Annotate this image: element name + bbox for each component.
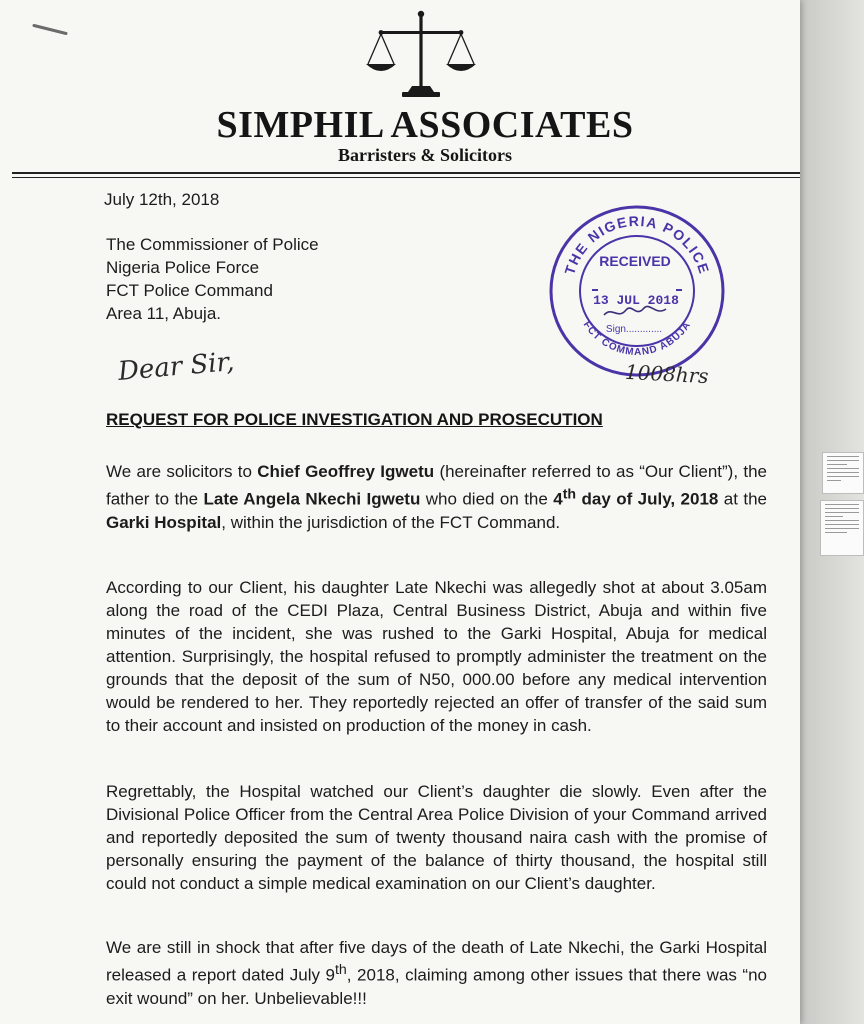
address-line: Area 11, Abuja. — [106, 304, 221, 323]
paragraph-text: (hereinafter referred to as “Our Client”), the father to the — [106, 462, 767, 509]
stamp-bottom-text: FCT COMMAND ABUJA — [580, 319, 694, 358]
scales-of-justice-icon — [360, 8, 480, 100]
address-line: The Commissioner of Police — [106, 235, 319, 254]
stamp-sign-label: Sign............. — [605, 324, 663, 335]
letter-heading: REQUEST FOR POLICE INVESTIGATION AND PROSECUTION — [106, 410, 603, 429]
death-day: 4 — [553, 489, 563, 509]
stamp-received-label: RECEIVED — [599, 253, 671, 269]
address-line: FCT Police Command — [106, 281, 273, 300]
handwritten-time-note: 1008hrs — [624, 359, 710, 389]
ordinal-suffix: th — [334, 962, 347, 978]
thumbnail-page — [820, 500, 864, 556]
paragraph-2: According to our Client, his daughter Late Nkechi was allegedly shot at about 3.05am along the road of the CEDI Plaza, Central Business District, Abuja and within five minutes of the incident, she was rushed to the Garki Hospital, Abuja for medical attention. Surprisingly, the hospital refused to promptly administer the treatment on the grounds that the deposit of the sum of N50, 000.00 before any medical intervention would be rendered to her. They reportedly rejected an offer of transfer of the said sum to their account and insisted on production of the money in cash. — [106, 578, 767, 735]
paragraph-4 — [106, 936, 767, 1010]
paragraph-text: at the — [718, 489, 768, 509]
paragraph-text: We are still in shock that after five days of the death of Late Nkechi, the Garki Hospital released a report dated July 9 — [106, 938, 767, 985]
paragraph-3: Regrettably, the Hospital watched our Client’s daughter die slowly. Even after the Divisional Police Officer from the Central Area Police Division of your Command arrived and reportedly deposited the sum of twenty thousand naira cash with the promise of personally ensuring the payment of the balance of thirty thousand, the hospital still could not conduct a simple medical examination on our Client’s daughter. — [106, 782, 767, 893]
letterhead-divider — [12, 177, 800, 178]
stamp-ring-text: THE NIGERIA POLICE — [561, 212, 713, 277]
paragraph-text: , 2018, claiming among other issues that there was “no exit wound” on her. Unbelievable!!! — [106, 965, 768, 1008]
address-line: Nigeria Police Force — [106, 258, 260, 277]
police-received-stamp — [546, 200, 728, 382]
paragraph-1 — [106, 460, 767, 534]
firm-name: SIMPHIL ASSOCIATES — [216, 104, 634, 146]
thumbnail-page — [822, 452, 864, 494]
paragraph-text: , within the jurisdiction of the FCT Command. — [221, 512, 561, 532]
letterhead-divider — [12, 172, 800, 174]
stamp-date: 13 JUL 2018 — [593, 293, 679, 308]
paragraph-text: We are solicitors to — [106, 462, 258, 481]
deceased-name: Late Angela Nkechi Igwetu — [203, 489, 421, 509]
handwritten-salutation: Dear Sir, — [116, 346, 236, 388]
death-month-year: day of July, 2018 — [576, 489, 719, 509]
pen-mark — [32, 24, 68, 36]
firm-subtitle: Barristers & Solicitors — [338, 145, 512, 165]
client-name: Chief Geoffrey Igwetu — [257, 462, 435, 481]
letter-date: July 12th, 2018 — [104, 190, 220, 209]
paragraph-text: who died on the — [420, 489, 554, 509]
recipient-address — [106, 233, 319, 325]
hospital-name: Garki Hospital — [106, 512, 222, 532]
ordinal-suffix: th — [562, 486, 577, 502]
background-surface — [800, 0, 864, 1024]
